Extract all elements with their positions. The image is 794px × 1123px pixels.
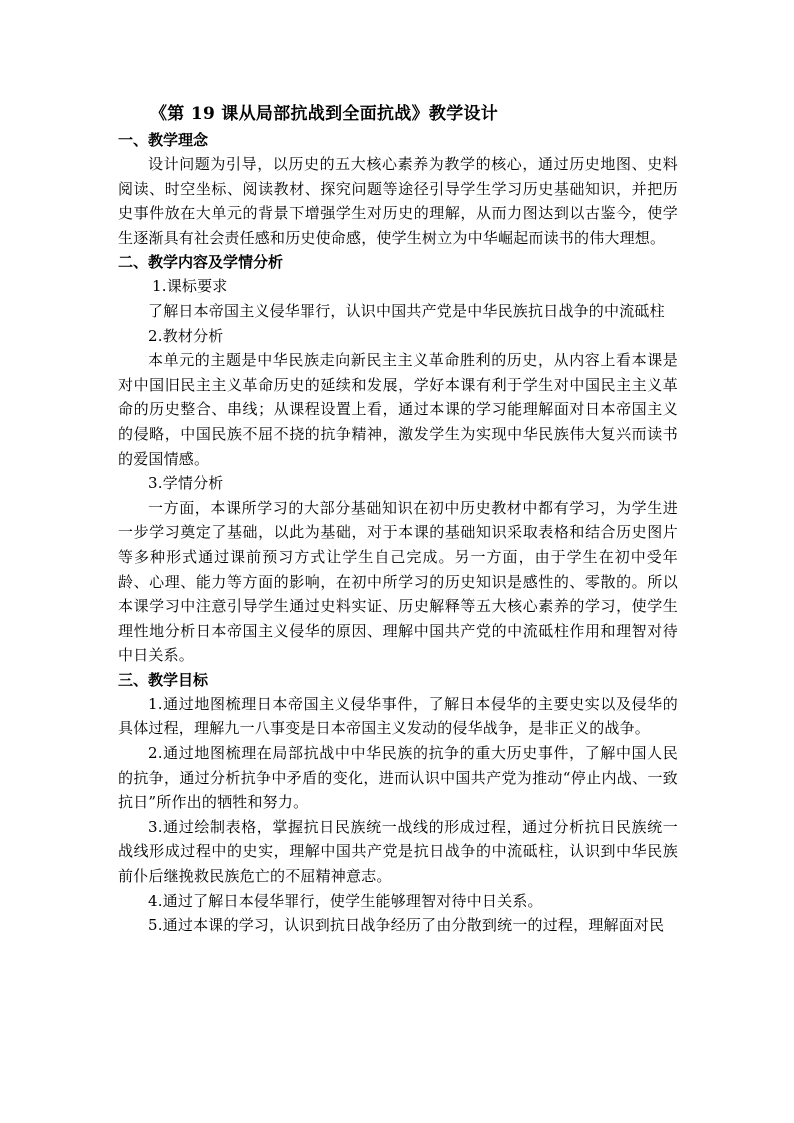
subheading-textbook: 2.教材分析: [148, 326, 224, 345]
document-title: 《第 19 课从局部抗战到全面抗战》教学设计: [150, 104, 499, 124]
objective-item: 2.通过地图梳理在局部抗战中中华民族的抗争的重大历史事件，了解中国人民的抗争，通过分析抗争中矛盾的变化，进而认识中国共产党为推动“停止内战、一致抗日”所作出的牺牲和努力。: [118, 744, 678, 812]
section-heading-objectives: 三、教学目标: [118, 670, 209, 689]
document-page: [118, 100, 678, 938]
paragraph: 本单元的主题是中华民族走向新民主主义革命胜利的历史，从内容上看本课是对中国旧民主主义革命历史的延续和发展，学好本课有利于学生对中国民主主义革命的历史整合、串线；从课程设置上看，通过本课的学习能理解面对日本帝国主义的侵略，中国民族不屈不挠的抗争精神，激发学生为实现中华民族伟大复兴而读书的爱国情感。: [118, 351, 678, 468]
section-heading-content-analysis: 二、教学内容及学情分析: [118, 253, 284, 272]
section-heading-philosophy: 一、教学理念: [118, 131, 209, 149]
objective-item: 1.通过地图梳理日本帝国主义侵华事件，了解日本侵华的主要史实以及侵华的具体过程，理解九一八事变是日本帝国主义发动的侵华战争，是非正义的战争。: [118, 694, 678, 738]
subheading-curriculum: 1.课标要求: [152, 277, 228, 296]
paragraph: 设计问题为引导，以历史的五大核心素养为教学的核心，通过历史地图、史料阅读、时空坐标、阅读教材、探究问题等途径引导学生学习历史基础知识，并把历史事件放在大单元的背景下增强学生对历史的理解，从而力图达到以古鉴今，使学生逐渐具有社会责任感和历史使命感，使学生树立为中华崛起而读书的伟大理想。: [118, 155, 678, 247]
paragraph: 了解日本帝国主义侵华罪行，认识中国共产党是中华民族抗日战争的中流砥柱: [148, 301, 665, 320]
subheading-students: 3.学情分析: [148, 474, 224, 493]
paragraph: 一方面，本课所学习的大部分基础知识在初中历史教材中都有学习，为学生进一步学习奠定了基础，以此为基础，对于本课的基础知识采取表格和结合历史图片等多种形式通过课前预习方式让学生自己完成。另一方面，由于学生在初中受年龄、心理、能力等方面的影响，在初中所学习的历史知识是感性的、零散的。所以本课学习中注意引导学生通过史料实证、历史解释等五大核心素养的学习，使学生理性地分析日本帝国主义侵华的原因、理解中国共产党的中流砥柱作用和理智对待中日关系。: [118, 498, 678, 665]
objective-item: 4.通过了解日本侵华罪行，使学生能够理智对待中日关系。: [148, 891, 543, 910]
objective-item: 5.通过本课的学习，认识到抗日战争经历了由分散到统一的过程，理解面对民: [148, 916, 665, 935]
objective-item: 3.通过绘制表格，掌握抗日民族统一战线的形成过程，通过分析抗日民族统一战线形成过程中的史实，理解中国共产党是抗日战争的中流砥柱，认识到中华民族前仆后继挽救民族危亡的不屈精神意志。: [118, 817, 678, 886]
